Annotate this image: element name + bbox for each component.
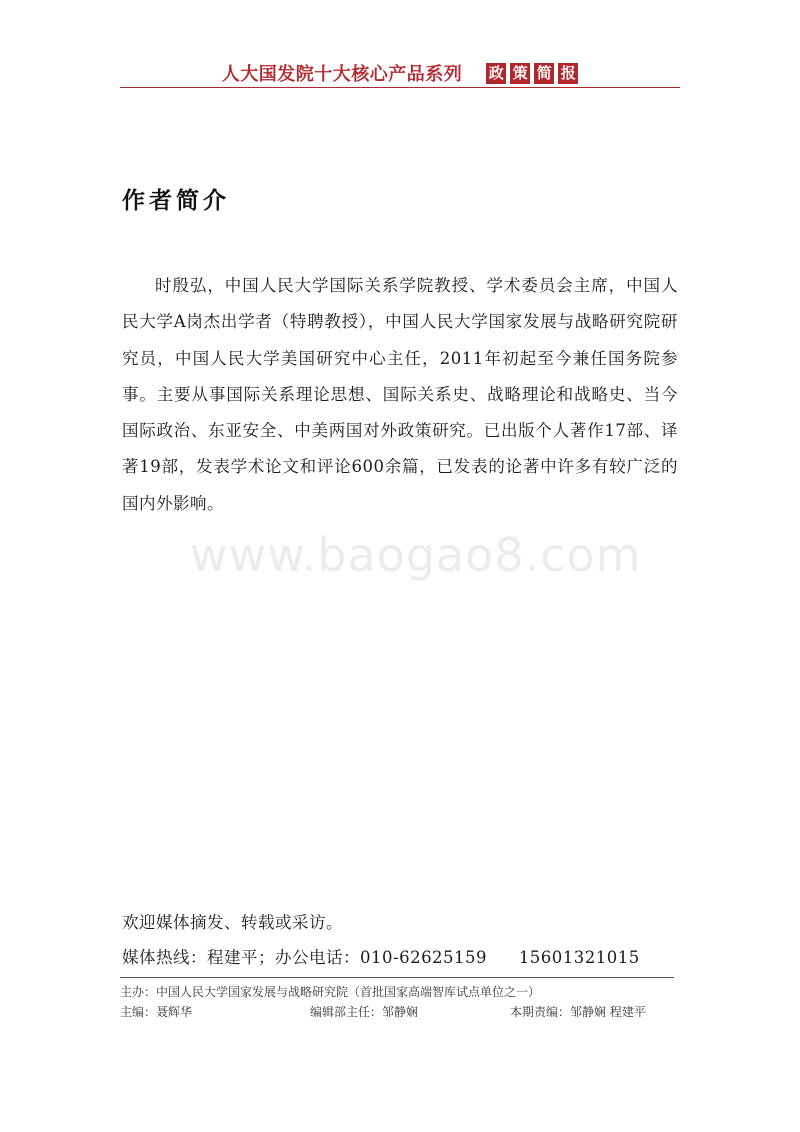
policy-brief-box-3: 简	[534, 63, 554, 84]
policy-brief-label	[482, 63, 578, 84]
policy-brief-box-1: 政	[486, 63, 506, 84]
footer-chief-editor: 主编：聂辉华	[120, 1005, 193, 1019]
policy-brief-box-4: 报	[558, 63, 578, 84]
footer-dept-director: 编辑部主任：邹静娴	[310, 1005, 419, 1019]
section-title: 作者简介	[122, 187, 230, 214]
series-title: 人大国发院十大核心产品系列	[221, 64, 463, 85]
page-header	[120, 58, 680, 88]
media-note: 欢迎媒体摘发、转载或采访。	[122, 913, 343, 932]
footer-issue-editor: 本期责编：邹静娴 程建平	[510, 1005, 646, 1019]
header-divider	[120, 87, 680, 88]
mobile-phone: 15601321015	[518, 948, 640, 967]
author-bio: 时殷弘，中国人民大学国际关系学院教授、学术委员会主席，中国人民大学A岗杰出学者（特聘教授），中国人民大学国家发展与战略研究院研究员，中国人民大学美国研究中心主任，2011年初起至今兼任国务院参事。主要从事国际关系理论思想、国际关系史、战略理论和战略史、当今国际政治、东亚安全、中美两国对外政策研究。已出版个人著作17部、译著19部，发表学术论文和评论600余篇，已发表的论著中许多有较广泛的国内外影响。	[122, 276, 678, 513]
policy-brief-box-2: 策	[510, 63, 530, 84]
hotline-label: 媒体热线：程建平；办公电话：010-62625159	[122, 948, 488, 967]
footer-host: 主办：中国人民大学国家发展与战略研究院（首批国家高端智库试点单位之一）	[120, 985, 541, 999]
footer-divider	[120, 977, 674, 978]
watermark: www.baogao8.com	[190, 528, 642, 582]
contact-line	[122, 944, 640, 968]
